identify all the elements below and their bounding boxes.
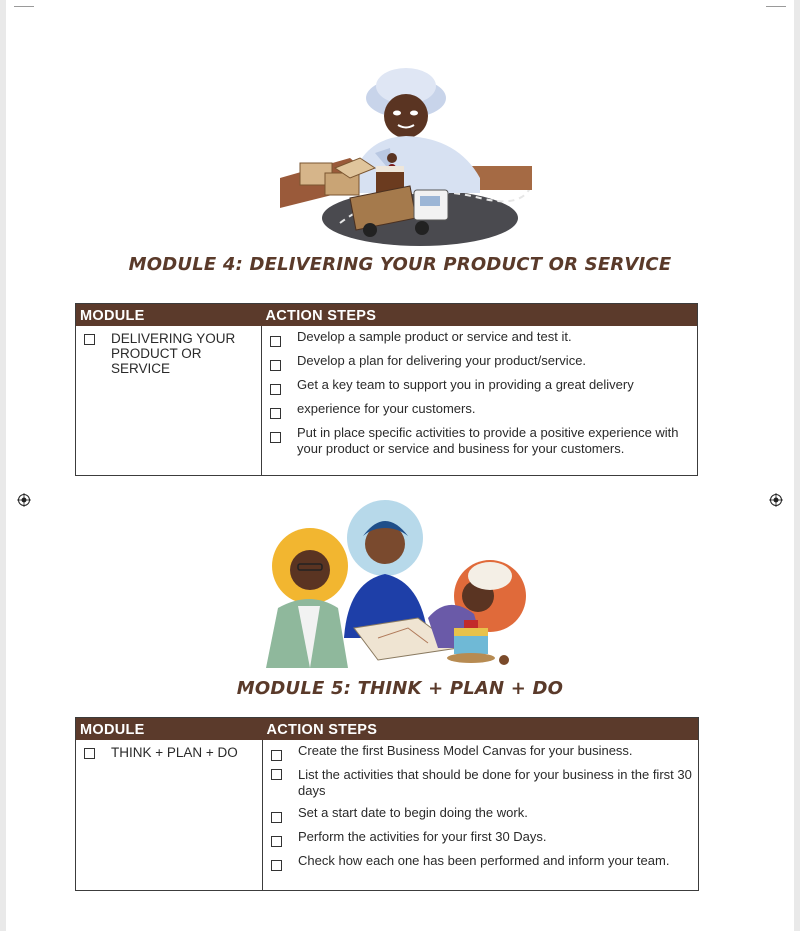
- chef-delivery-illustration: [280, 58, 536, 248]
- crop-mark-left: [14, 6, 34, 7]
- module-checkbox[interactable]: [84, 334, 95, 345]
- action-checkbox[interactable]: [270, 432, 281, 443]
- action-item: Put in place specific activities to provide a positive experience with your product or service and business for your customers.: [270, 425, 697, 457]
- action-checkbox[interactable]: [271, 860, 282, 871]
- action-item: Check how each one has been performed and inform your team.: [271, 853, 698, 871]
- module-4-title: MODULE 4: DELIVERING YOUR PRODUCT OR SERVICE: [128, 254, 672, 275]
- action-steps-column-header: ACTION STEPS: [263, 718, 699, 741]
- action-item: Develop a plan for delivering your product/service.: [270, 353, 697, 371]
- action-item: Get a key team to support you in providing a great delivery: [270, 377, 697, 395]
- action-steps-cell: [262, 326, 698, 476]
- action-checkbox[interactable]: [271, 836, 282, 847]
- module-5-table: [75, 717, 699, 891]
- module-5-title: MODULE 5: THINK + PLAN + DO: [236, 678, 564, 699]
- action-item: Develop a sample product or service and test it.: [270, 329, 697, 347]
- action-checkbox[interactable]: [270, 336, 281, 347]
- crop-mark-right: [766, 6, 786, 7]
- team-planning-illustration: [258, 498, 536, 670]
- action-steps-cell: [263, 740, 699, 891]
- action-item: experience for your customers.: [270, 401, 697, 419]
- action-item: Create the first Business Model Canvas for your business.: [271, 743, 698, 761]
- action-checkbox[interactable]: [270, 408, 281, 419]
- action-checkbox[interactable]: [271, 750, 282, 761]
- module-checkbox[interactable]: [84, 748, 95, 759]
- module-name: THINK + PLAN + DO: [111, 745, 238, 760]
- module-cell: [76, 326, 262, 476]
- action-checkbox[interactable]: [271, 769, 282, 780]
- action-steps-column-header: ACTION STEPS: [262, 304, 698, 327]
- registration-mark-left: [17, 493, 31, 507]
- action-item: Set a start date to begin doing the work.: [271, 805, 698, 823]
- action-checkbox[interactable]: [270, 384, 281, 395]
- module-name: DELIVERING YOUR PRODUCT OR SERVICE: [111, 331, 236, 376]
- module-cell: [76, 740, 263, 891]
- module-column-header: MODULE: [76, 718, 263, 741]
- action-item: Perform the activities for your first 30 Days.: [271, 829, 698, 847]
- registration-mark-right: [769, 493, 783, 507]
- action-item: List the activities that should be done for your business in the first 30 days: [271, 767, 698, 799]
- module-column-header: MODULE: [76, 304, 262, 327]
- module-4-table: [75, 303, 698, 476]
- action-checkbox[interactable]: [270, 360, 281, 371]
- action-checkbox[interactable]: [271, 812, 282, 823]
